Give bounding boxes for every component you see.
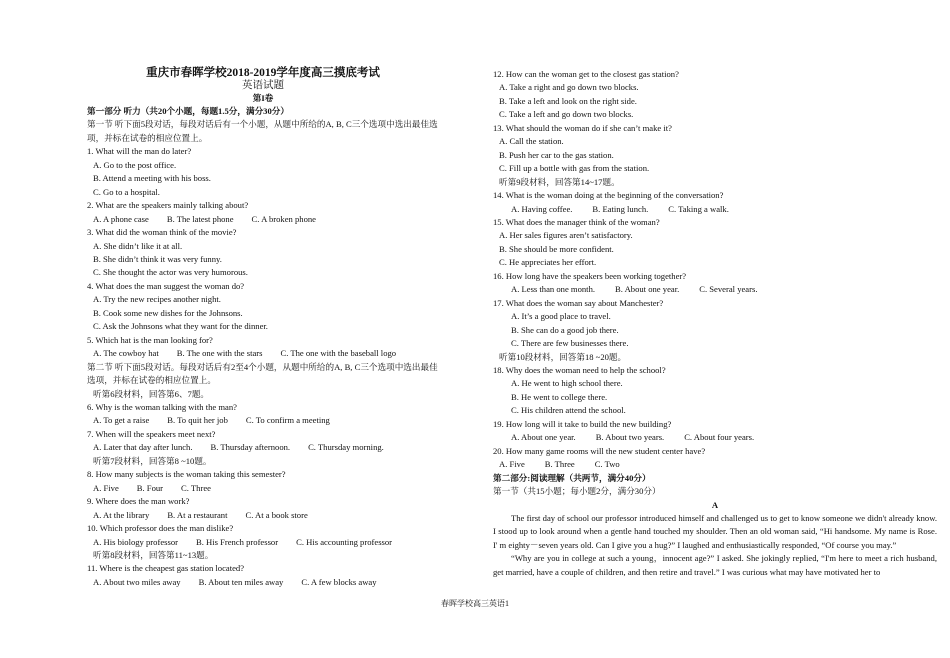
answer-option: A. The cowboy hat — [93, 348, 159, 359]
listening-instruction: 听第6段材料，回答第6、7题。 — [93, 388, 210, 399]
part2-section1: 第一节（共15小题；每小题2分，满分30分） — [493, 486, 661, 497]
answer-option: A. Go to the post office. — [93, 159, 177, 170]
answer-options-row — [493, 203, 937, 216]
answer-option: A. He went to high school there. — [511, 378, 623, 389]
answer-option: B. He went to college there. — [511, 391, 608, 402]
answer-option: B. She didn’t think it was very funny. — [93, 253, 222, 264]
answer-option: C. Take a left and go down two blocks. — [499, 109, 634, 120]
right-column — [493, 68, 937, 579]
answer-option: C. She thought the actor was very humorous. — [93, 267, 248, 278]
question-stem: 6. Why is the woman talking with the man? — [87, 401, 237, 412]
question-stem: 15. What does the manager think of the woman? — [493, 216, 660, 227]
question-stem: 19. How long will it take to build the new building? — [493, 418, 672, 429]
question-list — [493, 68, 937, 472]
listening-instruction: 听第9段材料，回答第14~17题。 — [499, 176, 620, 187]
answer-option: A. Take a right and go down two blocks. — [499, 82, 639, 93]
answer-options-row — [87, 576, 439, 589]
answer-options-row — [87, 347, 439, 360]
answer-option: B. She should be more confident. — [499, 243, 614, 254]
question-stem: 1. What will the man do later? — [87, 146, 192, 157]
question-stem: 13. What should the woman do if she can’t make it? — [493, 122, 672, 133]
answer-option: C. Several years. — [699, 284, 758, 295]
exam-title: 重庆市春晖学校2018-2019学年度高三摸底考试 — [146, 67, 380, 79]
question-stem: 4. What does the man suggest the woman do? — [87, 280, 245, 291]
answer-option: B. Thursday afternoon. — [210, 442, 291, 453]
passage-label: A — [711, 499, 719, 510]
answer-option: B. To quit her job — [167, 415, 228, 426]
answer-option: B. His French professor — [195, 536, 279, 547]
answer-option: B. Three — [544, 459, 575, 470]
answer-option: C. He appreciates her effort. — [499, 257, 597, 268]
part2-heading: 第二部分:阅读理解（共两节，满分40分） — [493, 472, 651, 483]
answer-option: A. She didn’t like it at all. — [93, 240, 183, 251]
answer-option: A. Five — [93, 482, 119, 493]
answer-option: C. The one with the baseball logo — [280, 348, 397, 359]
answer-options-row — [87, 482, 439, 495]
answer-option: A. Later that day after lunch. — [93, 442, 193, 453]
answer-option: C. A broken phone — [251, 213, 316, 224]
question-stem: 20. How many game rooms will the new student center have? — [493, 445, 706, 456]
answer-option: C. To confirm a meeting — [245, 415, 330, 426]
answer-option: B. Four — [136, 482, 164, 493]
answer-option: A. It’s a good place to travel. — [511, 311, 611, 322]
question-stem: 12. How can the woman get to the closest gas station? — [493, 69, 679, 79]
answer-option: A. Having coffee. — [511, 203, 573, 214]
answer-option: B. Take a left and look on the right side. — [499, 95, 637, 106]
exam-subtitle: 英语试题 — [242, 80, 284, 91]
answer-option: A. To get a raise — [93, 415, 150, 426]
answer-option: A. Her sales figures aren’t satisfactory. — [499, 230, 633, 241]
answer-options-row — [87, 536, 439, 549]
answer-options-row — [493, 431, 937, 444]
answer-option: B. Attend a meeting with his boss. — [93, 173, 211, 184]
answer-option: C. Three — [181, 482, 211, 493]
answer-options-row — [87, 414, 439, 427]
answer-option: A. A phone case — [93, 213, 149, 224]
answer-option: B. She can do a good job there. — [511, 324, 619, 335]
answer-option: A. About one year. — [511, 432, 576, 443]
section1-intro: 第一节 听下面5段对话，每段对话后有一个小题，从题中所给的A, B, C三个选项中选出最佳选项，并标在试卷的相应位置上。 — [87, 119, 438, 143]
answer-option: C. His children attend the school. — [511, 405, 626, 416]
answer-option: A. Call the station. — [499, 136, 564, 147]
page-footer: 春晖学校高三英语1 — [441, 599, 509, 608]
answer-option: C. Ask the Johnsons what they want for the dinner. — [93, 321, 268, 332]
answer-option: B. At a restaurant — [167, 509, 228, 520]
answer-option: A. At the library — [93, 509, 150, 520]
answer-option: B. About one year. — [615, 284, 680, 295]
answer-option: C. Taking a walk. — [668, 203, 729, 214]
left-column — [87, 66, 439, 589]
question-list — [87, 388, 439, 590]
question-list — [87, 145, 439, 360]
listening-instruction: 听第8段材料，回答第11~13题。 — [93, 549, 214, 560]
question-stem: 9. Where does the man work? — [87, 496, 190, 507]
answer-option: A. Try the new recipes another night. — [93, 294, 221, 305]
answer-option: C. His accounting professor — [296, 536, 393, 547]
answer-option: A. About two miles away — [93, 576, 181, 587]
answer-options-row — [87, 213, 439, 226]
answer-option: C. About four years. — [684, 432, 755, 443]
answer-options-row — [87, 509, 439, 522]
question-stem: 8. How many subjects is the woman taking this semester? — [87, 469, 286, 480]
question-stem: 10. Which professor does the man dislike? — [87, 523, 234, 534]
section2-intro: 第二节 听下面5段对话。每段对话后有2至4个小题，从题中所给的A, B, C三个选项中选出最佳选项，并标在试卷的相应位置上。 — [87, 361, 438, 386]
answer-option: C. Go to a hospital. — [93, 186, 160, 197]
question-stem: 17. What does the woman say about Manchester? — [493, 297, 664, 308]
listening-instruction: 听第10段材料，回答第18 ~20题。 — [499, 351, 627, 362]
answer-option: B. Push her car to the gas station. — [499, 149, 614, 160]
answer-option: B. The one with the stars — [176, 348, 263, 359]
answer-option: B. Eating lunch. — [592, 203, 649, 214]
answer-option: C. Two — [594, 459, 620, 470]
part1-heading: 第一部分 听力（共20个小题，每题1.5分，满分30分） — [87, 106, 289, 116]
answer-option: B. Cook some new dishes for the Johnsons. — [93, 307, 243, 318]
question-stem: 11. Where is the cheapest gas station located? — [87, 563, 245, 574]
answer-options-row — [493, 458, 937, 471]
answer-options-row — [87, 441, 439, 454]
question-stem: 3. What did the woman think of the movie? — [87, 227, 237, 238]
answer-option: C. Fill up a bottle with gas from the station. — [499, 163, 650, 174]
answer-options-row — [493, 283, 937, 296]
answer-option: C. Thursday morning. — [308, 442, 384, 453]
question-stem: 14. What is the woman doing at the beginning of the conversation? — [493, 190, 724, 201]
question-stem: 16. How long have the speakers been working together? — [493, 270, 687, 281]
answer-option: A. Less than one month. — [511, 284, 596, 295]
answer-option: B. The latest phone — [166, 213, 234, 224]
answer-option: C. A few blocks away — [301, 576, 377, 587]
question-stem: 18. Why does the woman need to help the school? — [493, 364, 666, 375]
passage-paragraph: “Why are you in college at such a young，innocent age?” I asked. She jokingly replied, “I'm here to meet a rich husband, get married, have a couple of children, and then retire and travel.” I was curious what may have motivated her to — [493, 553, 937, 577]
question-stem: 7. When will the speakers meet next? — [87, 428, 216, 439]
answer-option: B. About two years. — [595, 432, 665, 443]
answer-option: C. At a book store — [245, 509, 308, 520]
answer-option: A. Five — [499, 459, 525, 470]
question-stem: 2. What are the speakers mainly talking about? — [87, 200, 249, 211]
listening-instruction: 听第7段材料，回答第8 ~10题。 — [93, 455, 212, 466]
volume-label: 第I卷 — [252, 93, 274, 103]
answer-option: B. About ten miles away — [198, 576, 284, 587]
answer-option: A. His biology professor — [93, 536, 178, 547]
passage-paragraph: The first day of school our professor introduced himself and challenged us to get to know someone we didn't already know. I stood up to look around when a gentle hand touched my shoulder. Then an old woman said, “Hi handsome. My name is Rose. I' m eighty－seven years old. Can I give you a hug?” I laughed and enthusiastically responded, “Of course you may.” — [493, 512, 937, 550]
answer-option: C. There are few businesses there. — [511, 338, 629, 349]
question-stem: 5. Which hat is the man looking for? — [87, 334, 213, 345]
